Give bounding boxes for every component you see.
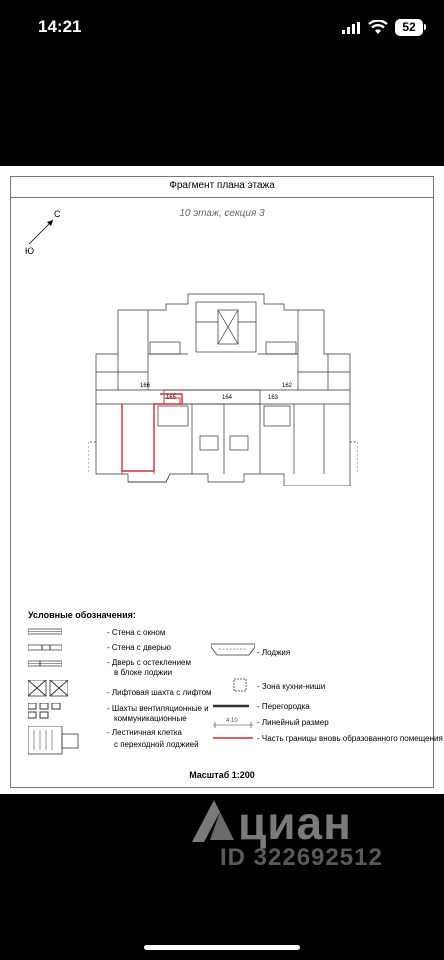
watermark-brand: циан <box>238 797 352 849</box>
scale-label: Масштаб 1:200 <box>189 770 255 780</box>
unit-number-164: 164 <box>222 395 233 401</box>
unit-number-166: 166 <box>140 383 151 389</box>
legend-new-boundary: - Часть границы вновь образованного помещения <box>257 734 443 743</box>
battery-icon: 52 <box>395 19 423 36</box>
legend-shafts: - Шахты вентиляционные и <box>107 704 209 713</box>
legend-title: Условные обозначения: <box>28 610 136 620</box>
dimension-example: 4.10 <box>226 718 238 724</box>
floor-plan-image[interactable] <box>0 166 444 794</box>
new-room-boundary <box>122 394 182 471</box>
legend-staircase: - Лестничная клетка <box>107 728 182 737</box>
battery-tip <box>424 24 426 30</box>
legend-elevator: - Лифтовая шахта с лифтом <box>107 688 212 697</box>
floor-plan-drawing <box>88 286 358 486</box>
legend-shafts-cont: коммуникационные <box>114 714 187 723</box>
legend-kitchen-niche: - Зона кухни-ниши <box>257 682 326 691</box>
floor-section-label: 10 этаж, секция 3 <box>179 208 265 219</box>
home-indicator[interactable] <box>144 945 300 950</box>
legend-glazed-door-cont: в блоке лоджии <box>114 668 173 677</box>
unit-number-165: 165 <box>166 395 177 401</box>
wifi-icon <box>368 20 388 35</box>
cian-logo-icon <box>190 796 236 844</box>
legend-staircase-cont: с переходной лоджией <box>114 740 199 749</box>
plan-title: Фрагмент плана этажа <box>169 180 275 191</box>
legend-partition: - Перегородка <box>257 702 310 711</box>
new-boundary-symbol <box>213 736 253 740</box>
unit-number-163: 163 <box>268 395 279 401</box>
legend-dimension: - Линейный размер <box>257 718 329 727</box>
elevator-symbol <box>28 680 68 698</box>
title-block <box>10 176 434 198</box>
compass-arrow-icon <box>25 214 57 248</box>
glazed-door-symbol <box>28 660 62 668</box>
wall-window-symbol <box>28 628 62 636</box>
unit-number-162: 162 <box>282 383 293 389</box>
compass-south-label: Ю <box>25 246 35 256</box>
legend-wall-door: - Стена с дверью <box>107 643 171 652</box>
cian-watermark <box>190 796 410 876</box>
clock: 14:21 <box>38 17 82 36</box>
partition-symbol <box>213 703 249 709</box>
shaft-symbol <box>28 703 68 719</box>
legend-glazed-door: - Дверь с остеклением <box>107 658 191 667</box>
watermark-listing-id: ID 322692512 <box>220 844 383 871</box>
cellular-signal-icon <box>342 22 360 34</box>
status-bar <box>0 0 444 60</box>
compass-north-label: С <box>54 209 61 219</box>
legend-loggia: - Лоджия <box>257 648 291 657</box>
kitchen-niche-symbol <box>233 678 247 692</box>
loggia-symbol <box>211 643 255 657</box>
wall-door-symbol <box>28 644 62 652</box>
staircase-symbol <box>28 726 80 756</box>
legend-wall-window: - Стена с окном <box>107 628 166 637</box>
